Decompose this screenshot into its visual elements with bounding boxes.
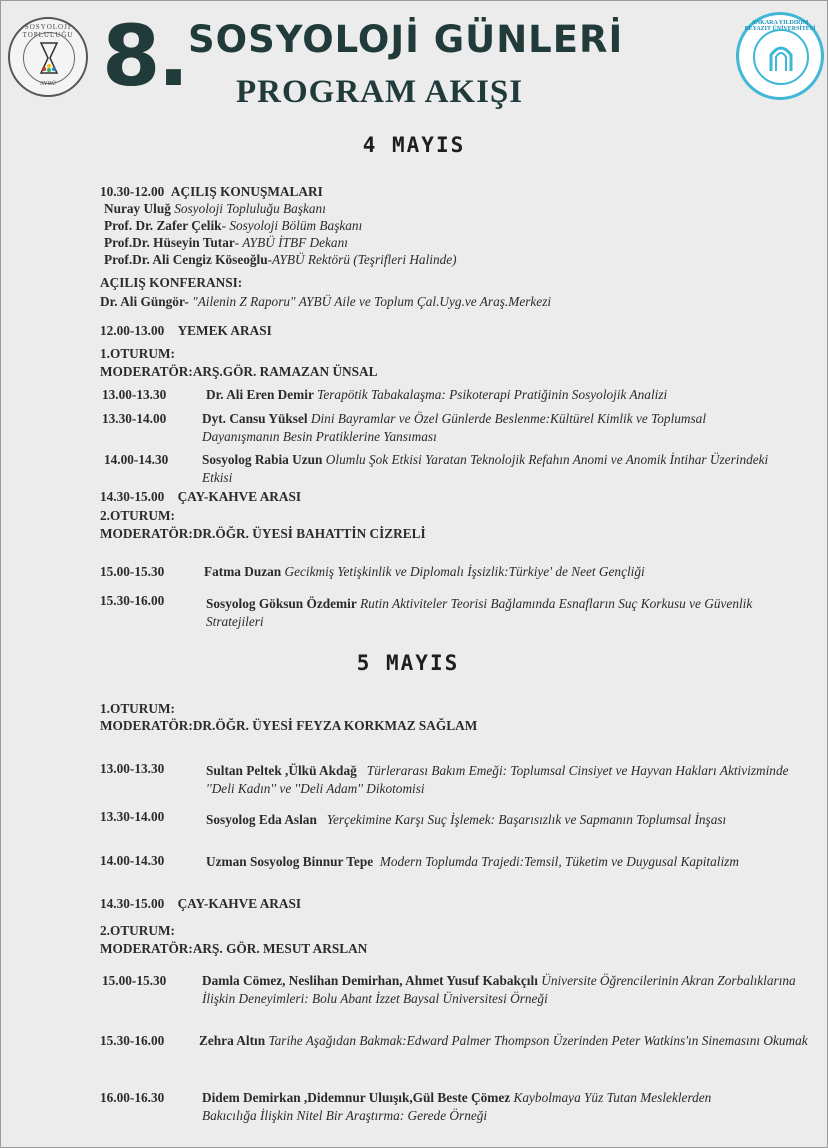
speaker-name: Prof. Dr. Zafer Çelik [104,218,222,233]
sociology-club-logo [8,17,88,97]
talk-title: Olumlu Şok Etkisi Yaratan Teknolojik Refahın Anomi ve Anomik İntihar Üzerindeki Etkisi [202,452,769,485]
talk-speaker: Fatma Duzan [204,564,282,579]
speaker-name: Prof.Dr. Hüseyin Tutar [104,235,235,250]
talk-time: 15.30-16.00 [100,1033,165,1048]
talk-text [204,563,804,581]
left-logo-text: SOSYOLOJİ TOPLULUĞU [22,23,74,39]
speaker-role: - AYBÜ İTBF Dekanı [234,235,348,250]
talk-speaker: Damla Cömez, Neslihan Demirhan, Ahmet Yusuf Kabakçılı [202,973,538,988]
speaker-row [104,234,348,251]
program-title: PROGRAM AKIŞI [236,74,524,110]
talk-text [199,1032,809,1050]
talk-text [206,386,806,404]
university-logo [736,12,824,100]
talk-title: Dini Bayramlar ve Özel Günlerde Beslenme:Kültürel Kimlik ve Toplumsal Dayanışmanın Besin Pratiklerine Yansıması [202,411,707,444]
opening-title: AÇILIŞ KONUŞMALARI [170,184,323,199]
talk-title: Tarihe Aşağıdan Bakmak:Edward Palmer Thompson Üzerinden Peter Watkins'ın Sinemasını Okumak [268,1033,808,1048]
talk-text [206,853,796,871]
session-moderator: MODERATÖR:DR.ÖĞR. ÜYESİ BAHATTİN CİZRELİ [100,526,426,541]
conference-speaker: Dr. Ali Güngör- [100,294,189,309]
break-row [100,895,301,912]
break-label: ÇAY-KAHVE ARASI [177,896,302,911]
speaker-row [104,217,362,234]
talk-time: 14.00-14.30 [100,853,165,868]
event-title: SOSYOLOJİ GÜNLERİ [188,18,624,61]
talk-speaker: Uzman Sosyolog Binnur Tepe [206,854,374,869]
speaker-row [104,251,457,268]
talk-speaker: Sosyolog Göksun Özdemir [206,596,357,611]
speaker-role: -AYBÜ Rektörü (Teşrifleri Halinde) [267,252,457,267]
day2-heading: 5 MAYIS [356,651,460,675]
talk-title: Üniversite Öğrencilerinin Akran Zorbalıklarına İlişkin Deneyimleri: Bolu Abant İzzet Baysal Üniversitesi Örneği [202,973,796,1006]
day1-heading: 4 MAYIS [362,133,466,157]
talk-speaker: Dyt. Cansu Yüksel [202,411,308,426]
talk-time: 13.00-13.30 [102,387,167,402]
talk-title: Gecikmiş Yetişkinlik ve Diplomalı İşsizlik:Türkiye' de Neet Gençliği [284,564,645,579]
talk-text [202,1089,762,1124]
conference-title: AÇILIŞ KONFERANSI: [100,275,243,290]
talk-speaker: Dr. Ali Eren Demir [206,387,314,402]
talk-text [206,595,796,630]
talk-title: Kaybolmaya Yüz Tutan Mesleklerden Bakıcılığa İlişkin Nitel Bir Araştırma: Gerede Örneği [202,1090,712,1123]
session-label: 2.OTURUM: [100,508,175,523]
lunch-label: YEMEK ARASI [177,323,272,338]
session-label: 1.OTURUM: [100,701,175,716]
session-label: 2.OTURUM: [100,923,175,938]
talk-title: Modern Toplumda Trajedi:Temsil, Tüketim ve Duygusal Kapitalizm [379,854,739,869]
arch-icon [753,29,809,85]
left-logo-sub: AYBÜ [39,81,57,87]
session-label: 1.OTURUM: [100,346,175,361]
break-row [100,488,301,505]
talk-time: 15.30-16.00 [100,593,165,608]
talk-text [202,972,802,1007]
hourglass-icon [23,32,75,84]
talk-text [206,811,806,829]
speaker-role: Sosyoloji Topluluğu Başkanı [170,201,326,216]
conference-topic: "Ailenin Z Raporu" AYBÜ Aile ve Toplum Çal.Uyg.ve Araş.Merkezi [188,294,552,309]
conference-row [100,293,551,310]
break-time: 14.30-15.00 [100,896,165,911]
session-moderator: MODERATÖR:ARŞ.GÖR. RAMAZAN ÜNSAL [100,364,378,379]
talk-title: Türlerarası Bakım Emeği: Toplumsal Cinsiyet ve Hayvan Hakları Aktivizminde ''Deli Kadın'' ve ''Deli Adam'' Dikotomisi [206,763,789,796]
talk-time: 16.00-16.30 [100,1090,165,1105]
talk-time: 13.00-13.30 [100,761,165,776]
talk-speaker: Sosyolog Eda Aslan [206,812,317,827]
talk-speaker: Sosyolog Rabia Uzun [202,452,323,467]
talk-time: 14.00-14.30 [104,452,169,467]
talk-text [206,762,796,797]
talk-text [202,410,762,445]
opening-time: 10.30-12.00 [100,184,165,199]
edition-number: 8. [102,7,187,105]
talk-time: 13.30-14.00 [100,809,165,824]
talk-title: Rutin Aktiviteler Teorisi Bağlamında Esnafların Suç Korkusu ve Güvenlik Stratejileri [206,596,753,629]
break-label: ÇAY-KAHVE ARASI [177,489,302,504]
talk-text [202,451,792,486]
right-logo-text: ANKARA YILDIRIM BEYAZIT ÜNİVERSİTESİ [744,20,816,32]
opening-row [100,183,323,200]
break-time: 14.30-15.00 [100,489,165,504]
talk-speaker: Sultan Peltek ,Ülkü Akdağ [206,763,357,778]
talk-time: 15.00-15.30 [102,973,167,988]
session-moderator: MODERATÖR:DR.ÖĞR. ÜYESİ FEYZA KORKMAZ SAĞLAM [100,718,478,733]
talk-title: Terapötik Tabakalaşma: Psikoterapi Pratiğinin Sosyolojik Analizi [317,387,668,402]
talk-time: 15.00-15.30 [100,564,165,579]
speaker-role: - Sosyoloji Bölüm Başkanı [221,218,363,233]
talk-title: Yerçekimine Karşı Suç İşlemek: Başarısızlık ve Sapmanın Toplumsal İnşası [326,812,727,827]
speaker-name: Nuray Uluğ [104,201,171,216]
lunch-row [100,322,272,339]
talk-speaker: Didem Demirkan ,Didemnur Uluışık,Gül Beste Çömez [202,1090,511,1105]
speaker-row [104,200,326,217]
speaker-name: Prof.Dr. Ali Cengiz Köseoğlu [104,252,268,267]
lunch-time: 12.00-13.00 [100,323,165,338]
talk-time: 13.30-14.00 [102,411,167,426]
talk-speaker: Zehra Altın [199,1033,266,1048]
session-moderator: MODERATÖR:ARŞ. GÖR. MESUT ARSLAN [100,941,368,956]
